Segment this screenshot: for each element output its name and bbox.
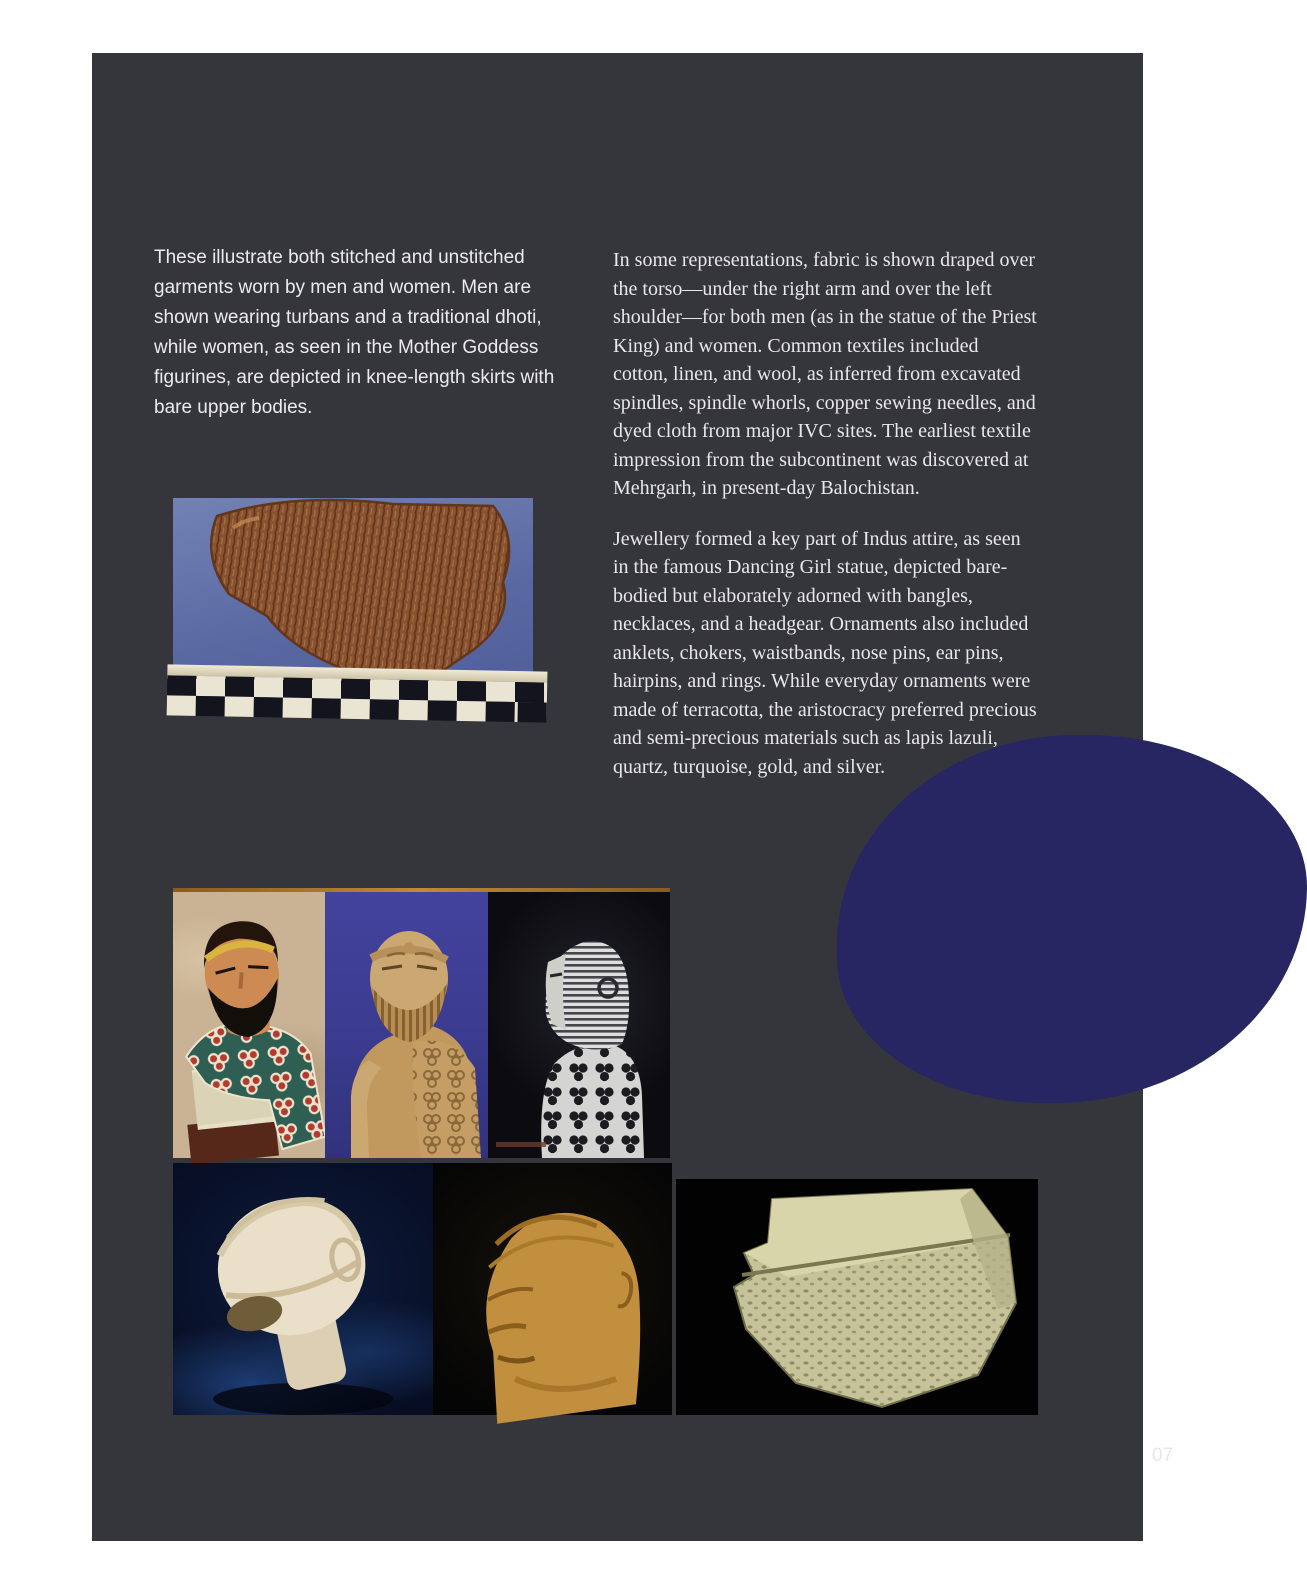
painted-figurine-graphic — [173, 892, 325, 1158]
priest-king-graphic — [325, 892, 488, 1158]
measuring-scale-bar — [167, 664, 548, 722]
right-paragraph-1: In some representations, fabric is shown draped over the torso—under the right arm and over the left shoulder—for both men (as in the statue of the Priest King) and women. Common textiles included cotton, linen, and wool, as inferred from excavated spindles, spindle whorls, copper sewing needles, and dyed cloth from major IVC sites. The earliest textile impression from the subcontinent was discovered at Mehrgarh, in present-day Balochistan. — [613, 249, 1037, 499]
page-number: 07 — [1152, 1445, 1174, 1466]
left-paragraph: These illustrate both stitched and unstitched garments worn by men and women. Men are shown wearing turbans and a traditional dhoti, while women, as seen in the Mother Goddess figurines, are depicted in knee-length skirts with bare upper bodies. — [154, 247, 555, 418]
tan-stone-head-graphic — [433, 1163, 672, 1415]
figure-stone-heads — [173, 1163, 672, 1415]
stone-fragment-graphic — [676, 1179, 1038, 1415]
tan-stone-head-panel — [433, 1163, 672, 1415]
white-stone-head-graphic — [173, 1163, 433, 1415]
figure-textile-impression-top — [173, 498, 533, 715]
left-text-column — [154, 243, 564, 423]
bw-statue-graphic — [488, 892, 670, 1158]
right-text-column — [613, 246, 1037, 803]
content-card — [92, 53, 1174, 1541]
painted-figurine-panel — [173, 892, 325, 1158]
bw-statue-panel — [488, 892, 670, 1158]
white-stone-head-panel — [173, 1163, 433, 1415]
triptych-panels — [173, 892, 670, 1158]
priest-king-panel — [325, 892, 488, 1158]
right-paragraph-2: Jewellery formed a key part of Indus attire, as seen in the famous Dancing Girl statue, depicted bare-bodied but elaborately adorned with bangles, necklaces, and a headgear. Ornaments also included anklets, chokers, waistbands, nose pins, ear pins, hairpins, and rings. While everyday ornaments were made of terracotta, the aristocracy preferred precious and semi-precious materials such as lapis lazuli, quartz, turquoise, gold, and silver. — [613, 527, 1037, 778]
figure-textile-fragment — [676, 1179, 1038, 1415]
figure-figurine-triptych — [173, 888, 670, 1158]
